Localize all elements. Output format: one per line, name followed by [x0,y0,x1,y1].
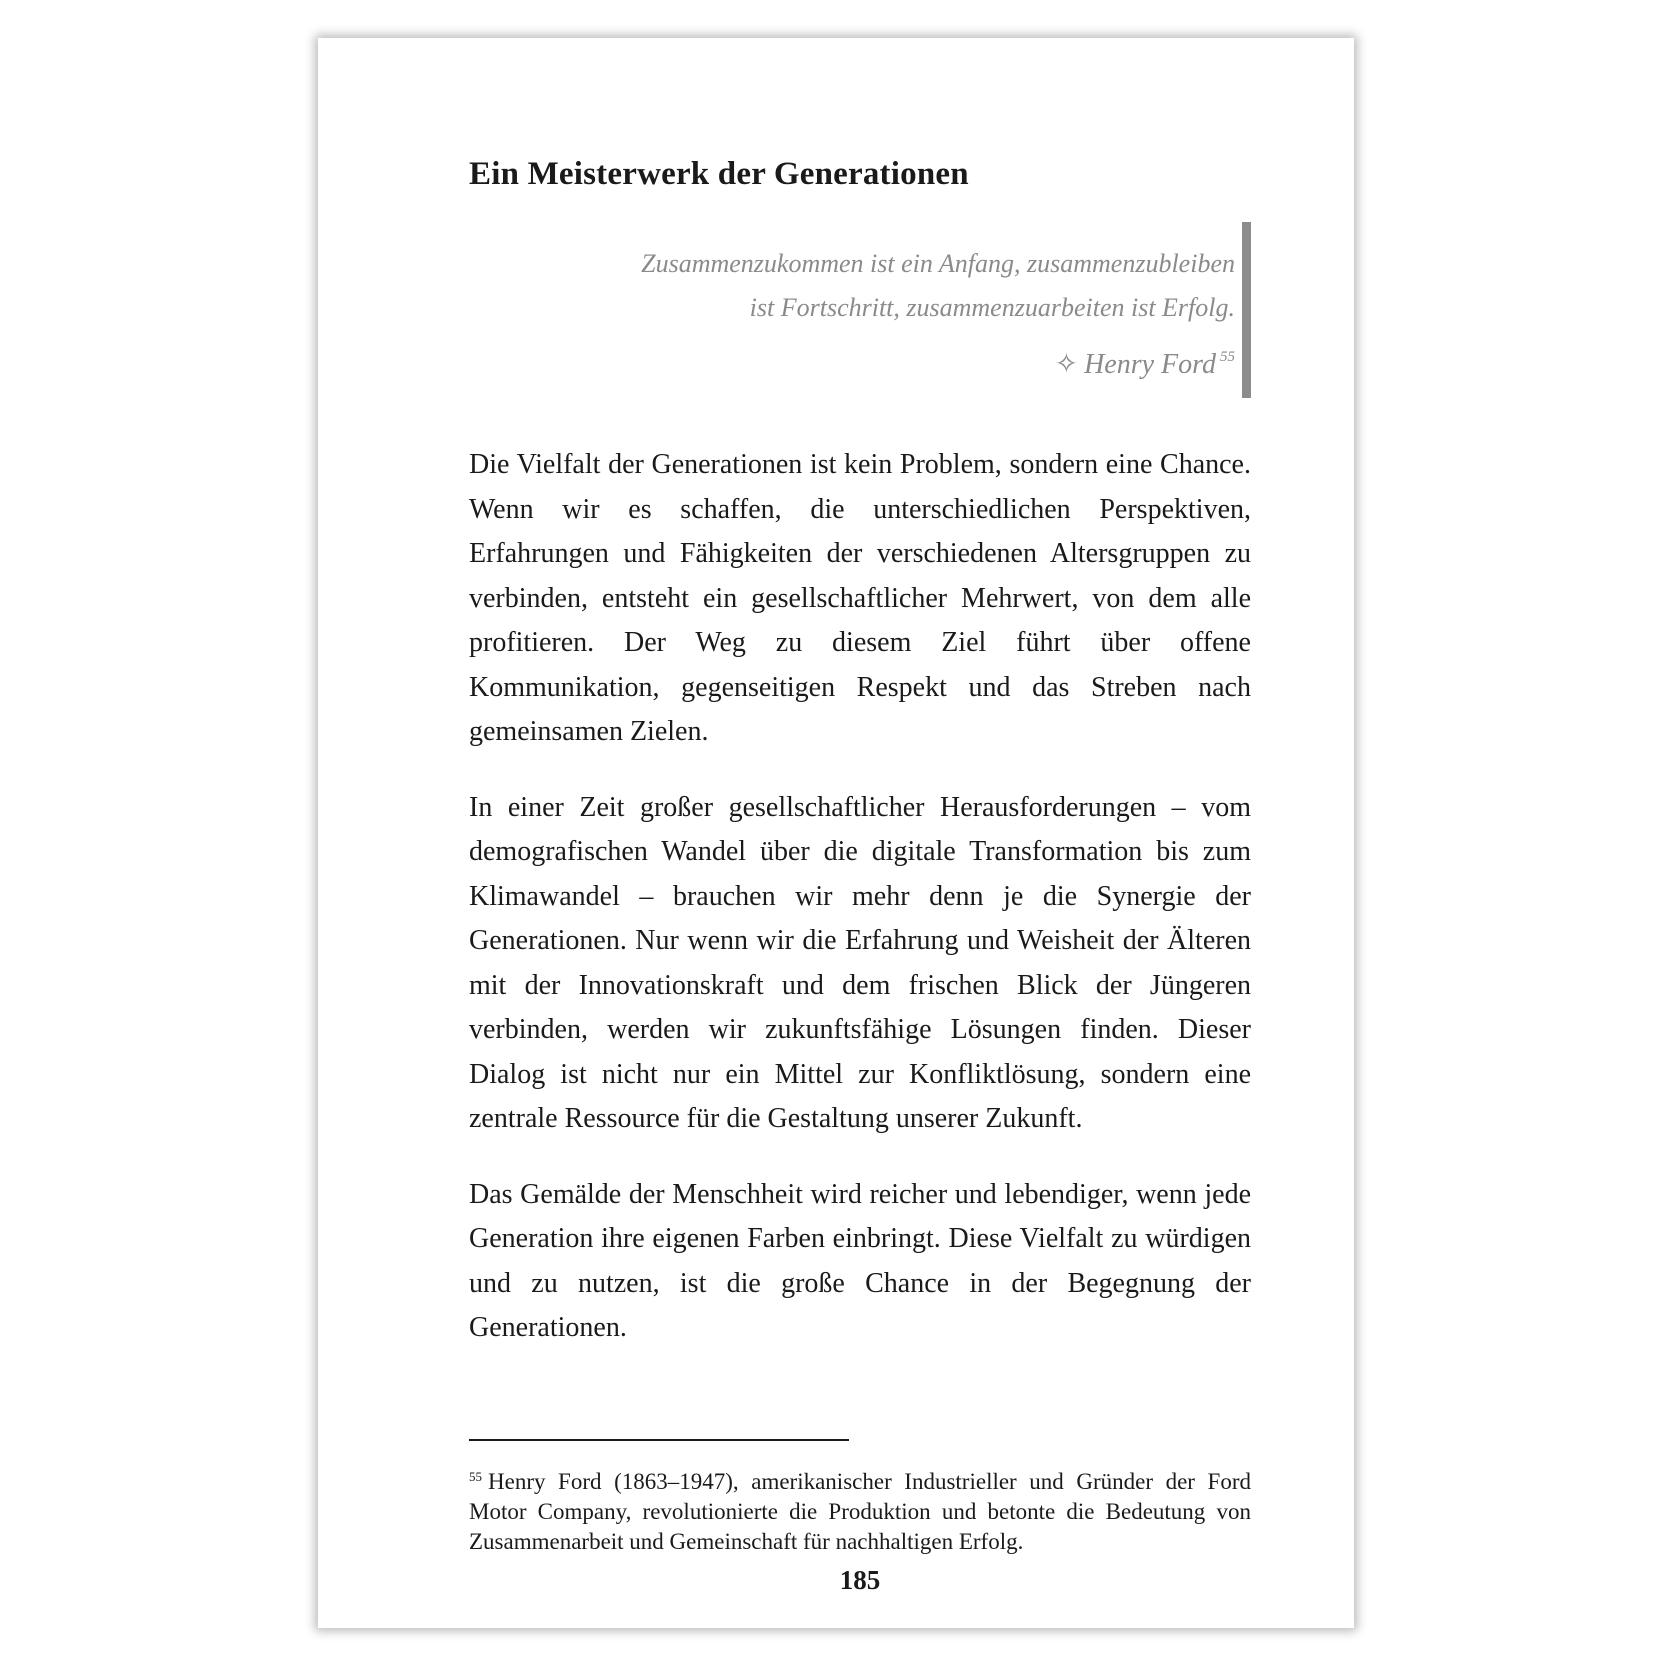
epigraph-attribution [515,335,1235,387]
epigraph-quote [515,242,1235,387]
epigraph-line-2: ist Fortschritt, zusammenzuarbeiten ist Erfolg. [749,293,1235,322]
diamond-star-icon: ✧ [1054,349,1079,380]
footnote-rule [469,1439,849,1441]
paragraph-1: Die Vielfalt der Generationen ist kein Problem, sondern eine Chance. Wenn wir es schaffen, die unterschiedlichen Perspektiven, Erfahrungen und Fähigkeiten der verschiedenen Altersgruppen zu verbinden, entsteht ein gesellschaftlicher Mehrwert, von dem alle profitieren. Der Weg zu diesem Ziel führt über offene Kommunikation, gegenseitigen Respekt und das Streben nach gemeinsamen Zielen. [469,449,1251,747]
epigraph-footnote-ref: 55 [1220,349,1235,365]
epigraph-bar [1242,222,1251,398]
paragraph-3: Das Gemälde der Menschheit wird reicher und lebendiger, wenn jede Generation ihre eigenen Farben einbringt. Diese Vielfalt zu würdigen und zu nutzen, ist die große Chance in der Begegnung der Generationen. [469,1178,1251,1343]
footnote-text: Henry Ford (1863–1947), amerikanischer Industrieller und Gründer der Ford Motor Company, revolutionierte die Produktion und betonte die Bedeutung von Zusammenarbeit und Gemeinschaft für nachhaltigen Erfolg. [469,1469,1251,1554]
page-number: 185 [839,1565,881,1595]
footnote [469,1462,1251,1557]
epigraph [469,222,1251,398]
paragraph-2: In einer Zeit großer gesellschaftlicher Herausforderungen – vom demografischen Wandel über die digitale Transformation bis zum Klimawandel – brauchen wir mehr denn je die Synergie der Generationen. Nur wenn wir die Erfahrung und Weisheit der Älteren mit der Innovationskraft und dem frischen Blick der Jüngeren verbinden, werden wir zukunftsfähige Lösungen finden. Dieser Dialog ist nicht nur ein Mittel zur Konfliktlösung, sondern eine zentrale Ressource für die Gestaltung unserer Zukunft. [469,791,1251,1134]
chapter-heading: Ein Meisterwerk der Generationen [469,156,969,192]
epigraph-line-1: Zusammenzukommen ist ein Anfang, zusammenzubleiben [641,249,1235,278]
book-page [318,38,1354,1628]
footnote-number: 55 [469,1469,482,1484]
body-text [469,443,1251,1382]
epigraph-author: Henry Ford [1084,349,1216,380]
